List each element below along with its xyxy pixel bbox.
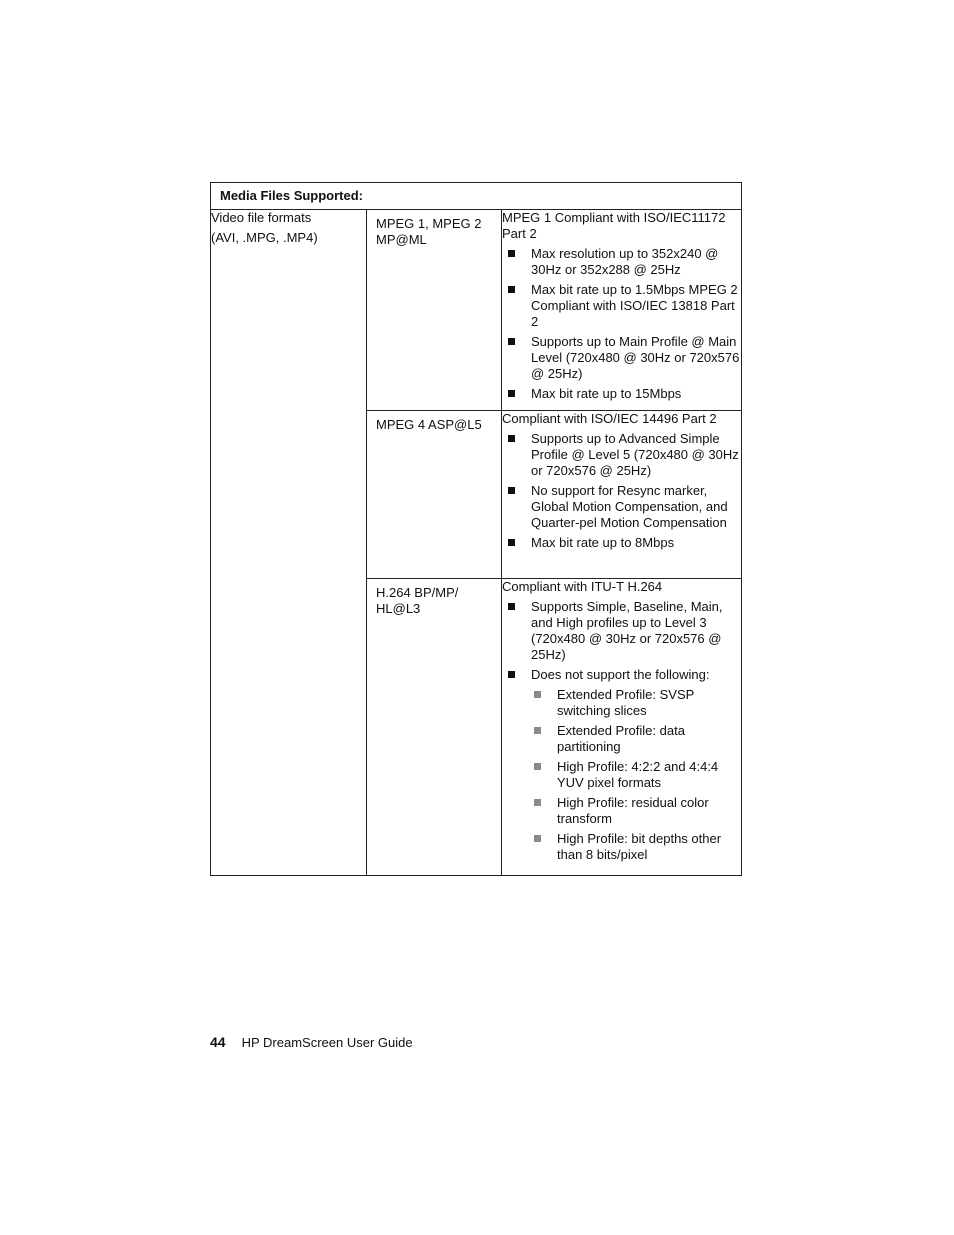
list-item [531,687,741,719]
bullet-text: Max bit rate up to 15Mbps [531,386,682,401]
square-bullet-icon [508,250,515,257]
bullet-text: Supports up to Main Profile @ Main Level (720x480 @ 30Hz or 720x576 @ 25Hz) [531,334,740,381]
sub-bullet-text: High Profile: residual color transform [557,795,709,826]
detail-bullet-list [502,599,741,863]
bullet-text: Does not support the following: [531,667,710,682]
bullet-text: No support for Resync marker, Global Motion Compensation, and Quarter-pel Motion Compensation [531,483,728,530]
sub-bullet-list [531,687,741,863]
bullet-text: Max resolution up to 352x240 @ 30Hz or 352x288 @ 25Hz [531,246,719,277]
bullet-text: Max bit rate up to 1.5Mbps MPEG 2 Compliant with ISO/IEC 13818 Part 2 [531,282,738,329]
media-files-table [210,182,742,876]
table-header-row [211,183,742,210]
grey-square-bullet-icon [534,691,541,698]
square-bullet-icon [508,435,515,442]
square-bullet-icon [508,603,515,610]
list-item [502,483,741,531]
square-bullet-icon [508,487,515,494]
detail-intro: MPEG 1 Compliant with ISO/IEC11172 Part 2 [502,210,726,241]
list-item [502,282,741,330]
square-bullet-icon [508,390,515,397]
list-item [502,334,741,382]
detail-intro: Compliant with ISO/IEC 14496 Part 2 [502,411,717,426]
grey-square-bullet-icon [534,835,541,842]
detail-bullet-list [502,431,741,551]
list-item [531,759,741,791]
square-bullet-icon [508,338,515,345]
sub-bullet-text: High Profile: bit depths other than 8 bits/pixel [557,831,722,862]
codec-cell [367,210,502,411]
list-item [502,246,741,278]
grey-square-bullet-icon [534,727,541,734]
guide-title: HP DreamScreen User Guide [241,1035,413,1050]
square-bullet-icon [508,539,515,546]
detail-cell [502,411,742,579]
list-item [531,831,741,863]
bullet-text: Max bit rate up to 8Mbps [531,535,675,550]
square-bullet-icon [508,671,515,678]
codec-cell [367,411,502,579]
page-number: 44 [210,1034,226,1050]
grey-square-bullet-icon [534,799,541,806]
sub-bullet-text: Extended Profile: SVSP switching slices [557,687,695,718]
bullet-text: Supports up to Advanced Simple Profile @ Level 5 (720x480 @ 30Hz or 720x576 @ 25Hz) [531,431,739,478]
square-bullet-icon [508,286,515,293]
codec-cell [367,579,502,876]
list-item [502,667,741,863]
list-item [502,431,741,479]
table-header-cell [211,183,742,210]
list-item [531,795,741,827]
bullet-text: Supports Simple, Baseline, Main, and High profiles up to Level 3 (720x480 @ 30Hz or 720x576 @ 25Hz) [531,599,723,662]
detail-bullet-list [502,246,741,402]
detail-cell [502,210,742,411]
list-item [502,535,741,551]
formats-cell [211,210,367,876]
list-item [502,386,741,402]
grey-square-bullet-icon [534,763,541,770]
list-item [531,723,741,755]
sub-bullet-text: High Profile: 4:2:2 and 4:4:4 YUV pixel formats [557,759,719,790]
detail-cell [502,579,742,876]
codec-label: H.264 BP/MP/ HL@L3 [376,585,459,616]
formats-line-2: (AVI, .MPG, .MP4) [211,230,318,245]
sub-bullet-text: Extended Profile: data partitioning [557,723,685,754]
codec-label: MPEG 4 ASP@L5 [376,417,482,432]
list-item [502,599,741,663]
table-row [211,210,742,411]
formats-line-1: Video file formats [211,210,312,225]
page-footer [210,1034,413,1051]
table-header: Media Files Supported: [220,188,364,203]
codec-label: MPEG 1, MPEG 2 MP@ML [376,216,482,247]
detail-intro: Compliant with ITU-T H.264 [502,579,663,594]
